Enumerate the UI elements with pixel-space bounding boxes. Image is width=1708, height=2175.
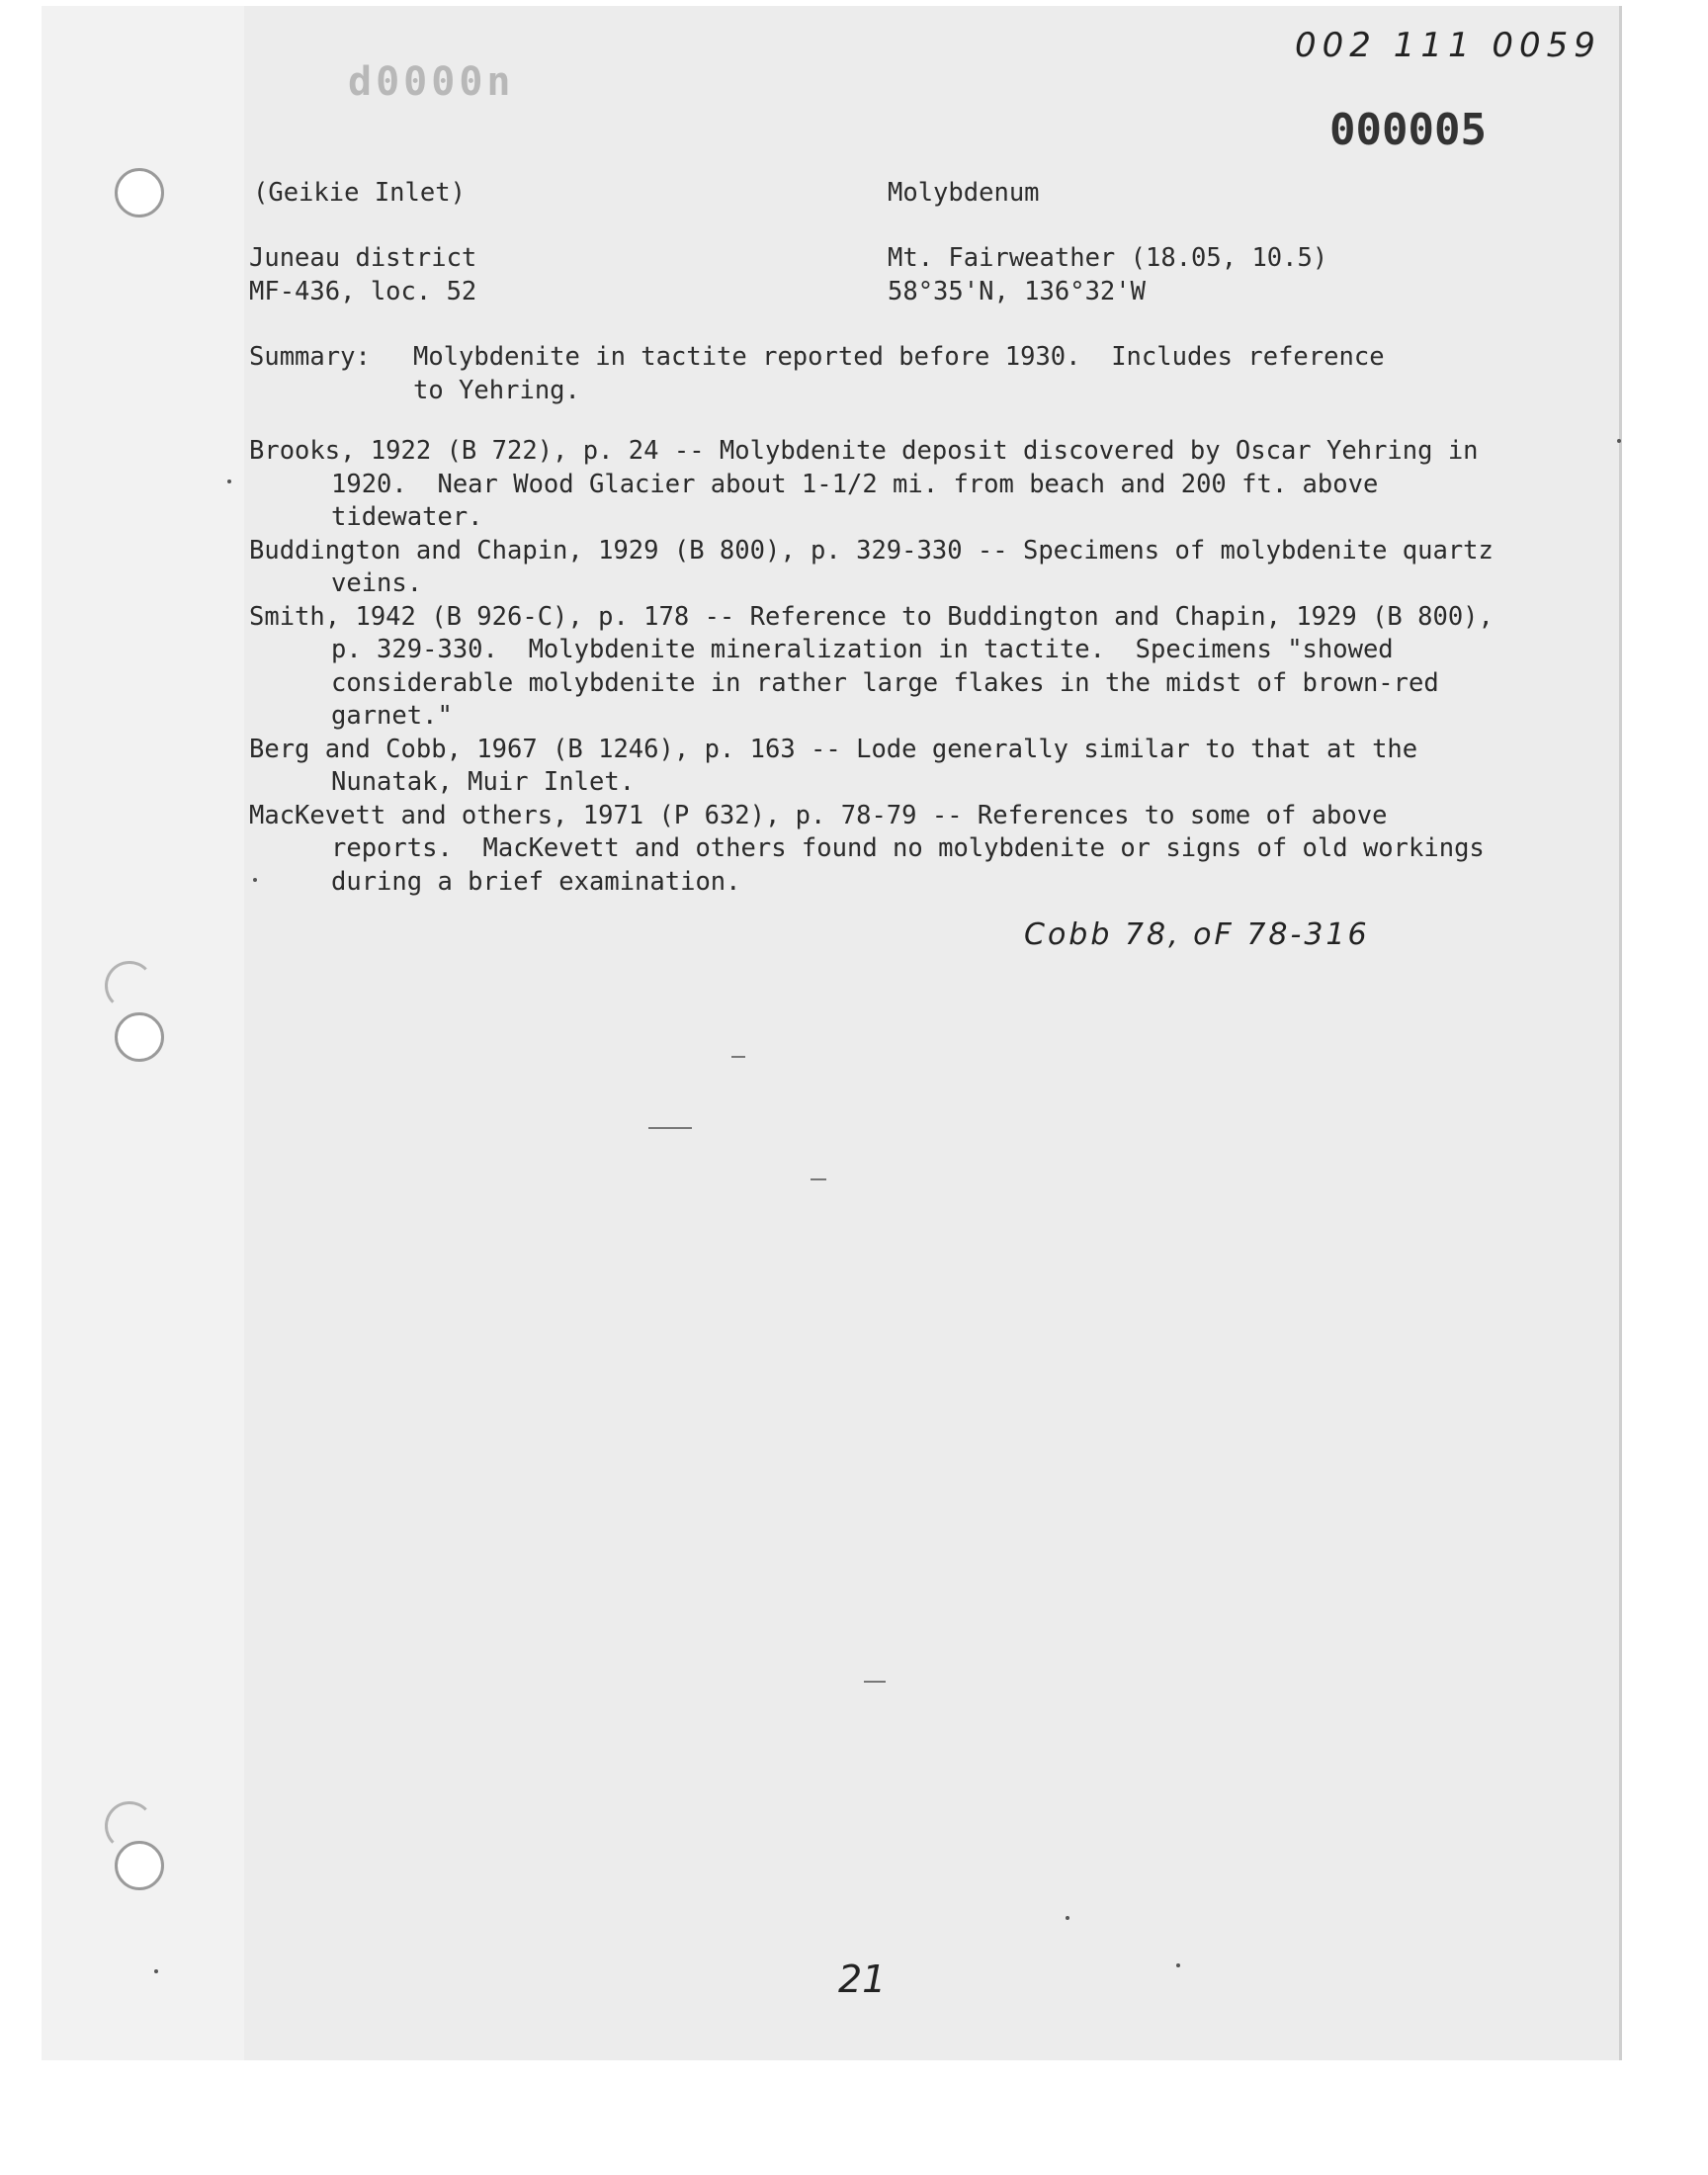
locality-name: (Geikie Inlet) [253, 178, 466, 208]
scan-background [0, 2060, 1708, 2175]
scan-speck [154, 1969, 158, 1973]
scan-mark [731, 1056, 745, 1058]
handwritten-annotation: Cobb 78, oF 78-316 [1024, 917, 1370, 952]
summary-label: Summary: [249, 342, 371, 372]
reference-entry: MacKevett and others, 1971 (P 632), p. 78-79 -- References to some of above reports. MacKevett and others found no molybdenite or signs of old workings during a brief examination. [249, 800, 1500, 897]
scan-mark [648, 1127, 692, 1129]
page-stamp-number: 000005 [1329, 105, 1487, 155]
reference-entry: Smith, 1942 (B 926-C), p. 178 -- Reference to Buddington and Chapin, 1929 (B 800), p. 329-330. Molybdenite mineralization in tactite. Specimens "showed considerable molybdenite in rather large flakes in the midst of brown-red garnet." [249, 601, 1509, 731]
punch-hole-bottom [115, 1841, 164, 1890]
quadrangle: Mt. Fairweather (18.05, 10.5) [888, 243, 1328, 273]
scan-mark [864, 1681, 886, 1683]
commodity: Molybdenum [888, 178, 1040, 208]
scan-speck [1176, 1963, 1180, 1967]
reference-list [249, 435, 1514, 899]
reference-entry: Berg and Cobb, 1967 (B 1246), p. 163 -- Lode generally similar to that at the Nunatak, Muir Inlet. [249, 734, 1433, 797]
scan-speck [227, 479, 231, 483]
document-page [42, 6, 1622, 2069]
punch-hole-shadow [105, 961, 154, 1010]
map-reference: MF-436, loc. 52 [249, 277, 477, 306]
scan-speck [1066, 1916, 1069, 1920]
coordinates: 58°35'N, 136°32'W [888, 277, 1146, 306]
district: Juneau district [249, 243, 477, 273]
reference-entry: Brooks, 1922 (B 722), p. 24 -- Molybdenite deposit discovered by Oscar Yehring in 1920. Near Wood Glacier about 1-1/2 mi. from beach and 200 ft. above tidewater. [249, 436, 1494, 532]
summary-text: Molybdenite in tactite reported before 1930. Includes reference to Yehring. [413, 342, 1385, 405]
handwritten-id: 002 111 0059 [1295, 26, 1601, 65]
scan-mark [811, 1178, 826, 1180]
punch-hole-middle [115, 1012, 164, 1062]
scan-speck [1617, 439, 1621, 443]
handwritten-page-number: 21 [838, 1958, 887, 2001]
punch-hole-top [115, 168, 164, 218]
reference-entry: Buddington and Chapin, 1929 (B 800), p. 329-330 -- Specimens of molybdenite quartz veins. [249, 535, 1509, 598]
scan-speck [253, 878, 257, 882]
faint-stamp-number: d0000n [348, 59, 515, 105]
